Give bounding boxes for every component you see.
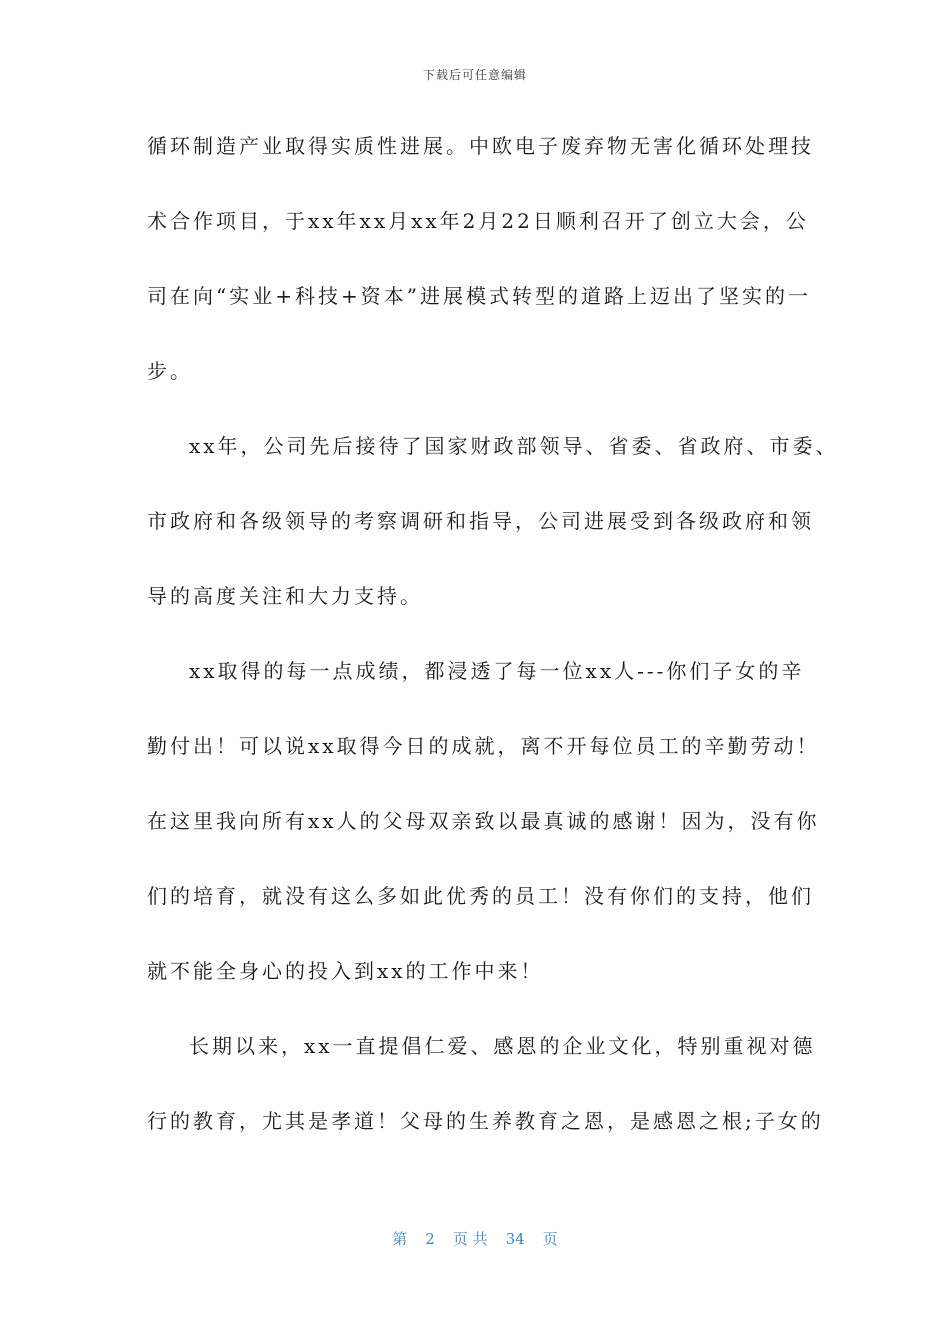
text-line: 行的教育，尤其是孝道！父母的生养教育之恩，是感恩之根;子女的 — [147, 1109, 824, 1133]
total-page-count: 34 — [505, 1230, 525, 1248]
text-line: 就不能全身心的投入到xx的工作中来！ — [147, 959, 544, 983]
text-line: 术合作项目，于xx年xx月xx年2月22日顺利召开了创立大会，公 — [147, 209, 809, 233]
paragraph-start-line: xx取得的每一点成绩，都浸透了每一位xx人---你们子女的辛 — [189, 659, 805, 683]
text-line: 步。 — [147, 359, 193, 383]
footer-suffix: 页 — [542, 1230, 558, 1248]
footer-prefix: 第 — [392, 1230, 408, 1248]
text-line: 司在向“实业+科技+资本”进展模式转型的道路上迈出了坚实的一 — [147, 284, 811, 308]
footer-middle: 页 共 — [452, 1230, 488, 1248]
page-footer — [0, 1228, 950, 1249]
text-line: 市政府和各级领导的考察调研和指导，公司进展受到各级政府和领 — [147, 509, 814, 533]
paragraph-start-line: 长期以来，xx一直提倡仁爱、感恩的企业文化，特别重视对德 — [189, 1034, 816, 1058]
paragraph-start-line: xx年，公司先后接待了国家财政部领导、省委、省政府、市委、 — [189, 434, 839, 458]
text-line: 们的培育，就没有这么多如此优秀的员工！没有你们的支持，他们 — [147, 884, 814, 908]
text-line: 循环制造产业取得实质性进展。中欧电子废弃物无害化循环处理技 — [147, 134, 814, 158]
document-body — [147, 128, 839, 1178]
text-line: 在这里我向所有xx人的父母双亲致以最真诚的感谢！因为，没有你 — [147, 809, 820, 833]
current-page-number: 2 — [425, 1230, 435, 1248]
page-header: 下载后可任意编辑 — [422, 68, 527, 82]
text-line: 导的高度关注和大力支持。 — [147, 584, 423, 608]
text-line: 勤付出！可以说xx取得今日的成就，离不开每位员工的辛勤劳动！ — [147, 734, 820, 758]
